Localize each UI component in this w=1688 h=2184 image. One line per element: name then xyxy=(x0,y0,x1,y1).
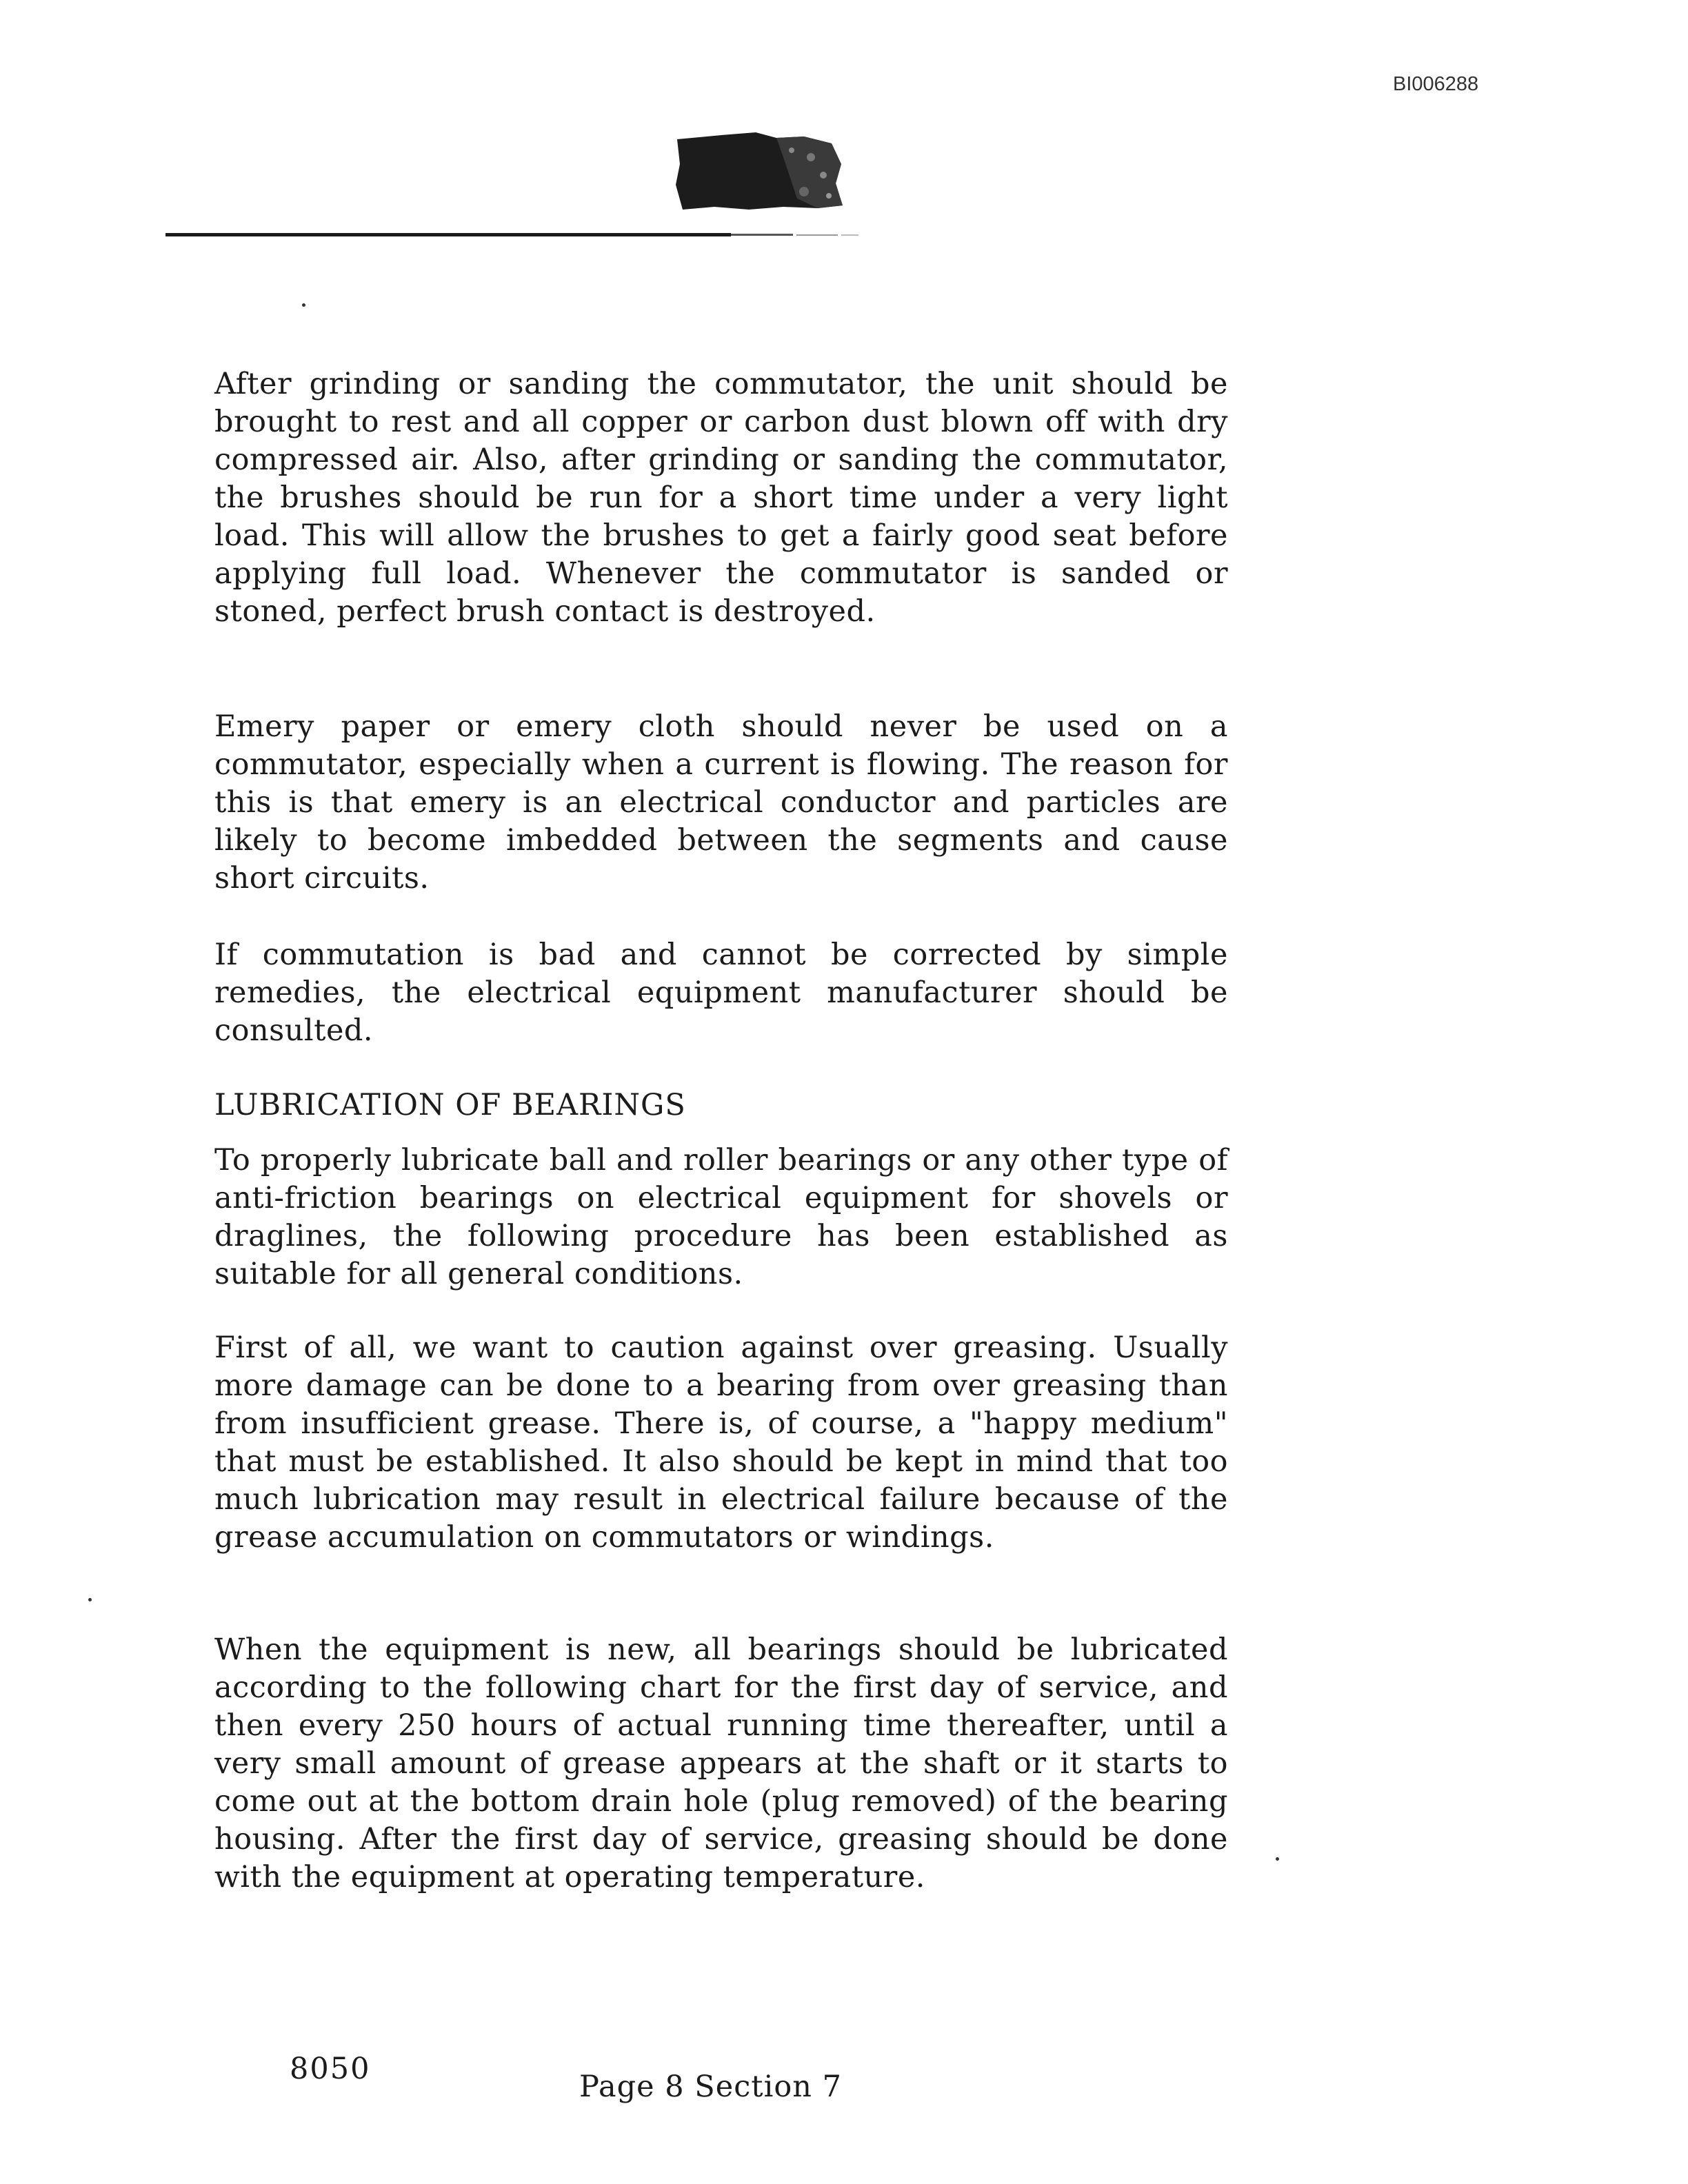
footer-document-number: 8050 xyxy=(290,2052,371,2086)
paragraph-emery-warning: Emery paper or emery cloth should never be used on a commutator, especially when a current is flowing. The reason for this is that emery is an electrical conductor and particles are likely to become imbedded between the segments and cause short circuits. xyxy=(214,709,1228,896)
section-heading: LUBRICATION OF BEARINGS xyxy=(214,1088,686,1122)
paragraph-new-equipment: When the equipment is new, all bearings should be lubricated according to the following chart for the first day of service, and then every 250 hours of actual running time thereafter, until a very small amount of grease appears at the shaft or it starts to come out at the bottom drain hole (plug removed) of the bearing housing. After the first day of service, greasing should be done with the equipment at operating temperature. xyxy=(214,1632,1228,1894)
scan-speck xyxy=(1276,1857,1279,1861)
document-id: BI006288 xyxy=(1393,73,1479,95)
paragraph-over-greasing: First of all, we want to caution against over greasing. Usually more damage can be done to a bearing from over greasing than from insufficient grease. There is, of course, a "happy medium" that must be established. It also should be kept in mind that too much lubrication may result in electrical failure because of the grease accumulation on commutators or windings. xyxy=(214,1331,1228,1555)
paragraph-commutator-grinding: After grinding or sanding the commutator, the unit should be brought to rest and all copper or carbon dust blown off with dry compressed air. Also, after grinding or sanding the commutator, the brushes should be run for a short time under a very light load. This will allow the brushes to get a fairly good seat before applying full load. Whenever the commutator is sanded or stoned, perfect brush contact is destroyed. xyxy=(214,367,1228,629)
paragraph-commutation-remedies: If commutation is bad and cannot be corrected by simple remedies, the electrical equipment manufacturer should be consulted. xyxy=(214,938,1228,1048)
scan-speck xyxy=(88,1598,92,1601)
header-rule xyxy=(165,229,862,243)
paragraph-lubrication-procedure: To properly lubricate ball and roller bearings or any other type of anti-friction bearings on electrical equipment for shovels or draglines, the following procedure has been established as suitable for all general conditions. xyxy=(214,1143,1228,1291)
redacted-logo-mark xyxy=(673,130,845,212)
scan-speck xyxy=(302,303,305,307)
footer-page-label: Page 8 Section 7 xyxy=(579,2070,842,2104)
